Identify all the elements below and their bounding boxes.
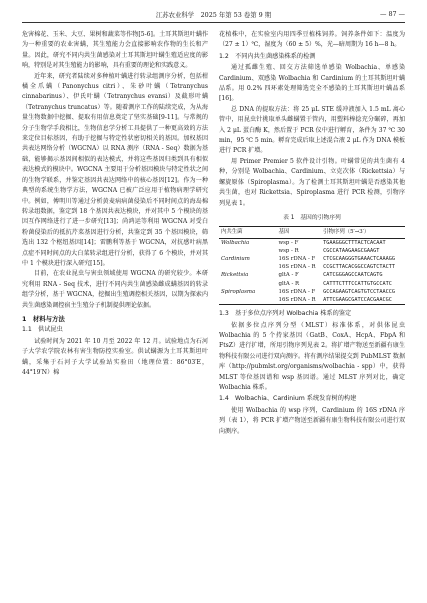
table-row bbox=[219, 296, 405, 305]
table-row bbox=[219, 271, 405, 279]
journal-info: 江苏农业科学 2025 年第 53 卷第 9 期 bbox=[155, 11, 272, 19]
primer-table bbox=[219, 226, 405, 305]
table-cell: CCGCTTACACGGCCAGTCTACTT bbox=[323, 264, 395, 271]
table-cell bbox=[219, 263, 279, 271]
subsection-heading: 1.2 不同内共生菌感染株系的检测 bbox=[219, 52, 316, 60]
subsection-heading: 1.3 基于多位点序列对 Wolbachia 株系的鉴定 bbox=[219, 310, 352, 318]
table-cell bbox=[219, 280, 279, 288]
section-heading: 1 材料与方法 bbox=[22, 314, 65, 323]
page-header bbox=[22, 8, 405, 23]
table-header-row bbox=[219, 227, 405, 238]
table-row bbox=[219, 288, 405, 296]
paragraph: 总 DNA 的提取方法：将 25 μL STE 缓冲液加入 1.5 mL 离心管中，用昆虫针挑取单头雌螨置于管内，用塑料棒捻充分碾碎，再加入 2 μL 蛋白酶 K，然后置于 PCR 仪中进行孵育，条件为 37 ℃ 30 min，95 ℃ 5 min。孵育完成后取上述混合液 2 μL 作为 DNA 模板进行 PCR 扩增。 bbox=[219, 105, 405, 155]
paragraph: 使用 Wolbachia 的 wsp 序列，Cardinium 的 16S rDNA 序列（表 1），将 PCR 扩增产物送至新疆有康生物科技有限公司进行双向测序。 bbox=[219, 406, 405, 435]
table-cell: Rickettsia bbox=[221, 272, 249, 279]
table-cell: CATTTCTTTCCATTGTGCCATC bbox=[323, 280, 392, 287]
paragraph: 依据多位点序列分型（MLST）标准体系，对供体昆虫 Wolbachia 的 5 个持家基因（GatB、CoxA、HcpA、FbpA 和 FtsZ）进行扩增，所用引物序列见表 2。将扩增产物送至新疆有康生物科技有限公司进行双向测序。将有测序结果提交到 PubMLST 数据库（http://pubmlst.org/organisms/wolbachia - spp）中，获得 MLST 等位基因谱和 wsp 基因谱。通过 MLST 序列对比，确定 Wolbachia 株系。 bbox=[219, 321, 405, 391]
table-row bbox=[219, 255, 405, 263]
table-cell bbox=[219, 296, 279, 305]
table-cell: CGCCATAAGAAGCGAAGT bbox=[323, 247, 380, 254]
paragraph: 危害棉花、玉米、大豆、果树和蔬菜等作物[5-6]。土耳其斯坦叶螨作为一种重要的农业害螨，其生殖能力会直接影响农作物的生长和产量。因此，研究不同内共生菌感染对土耳其斯坦叶螨生殖适应度的影响，特别是对其生殖能力的影响，具有重要的理论和实践意义。 bbox=[22, 31, 208, 70]
table-cell: Cardinium bbox=[221, 255, 250, 262]
table-row bbox=[219, 263, 405, 271]
paragraph: 近年来，研究者陆续对多种植叶螨进行转录组测序分析，包括柑橘全爪螨（Panonychus citri）、朱砂叶螨（Tetranychus cinnabarinus）、伊氏叶螨（Tetranychus evansi）及截形叶螨（Tetranychus truncatus）等。随着测序工作的陆续完成，为从海量生物数据中挖掘、提取有用信息奠定了坚实基础[9-11]。与常规的分子生物学手段相比，生物信息学分析工具提供了一种更高效的方法来定位目标基因，有助于挖掘与特定性状密切相关的基因。加权基因共表达网络分析（WGCNA）以 RNA 测序（RNA - Seq）数据为基础，能够揭示基因间相似的表达模式，并将这些基因归类到具有相似表达模式的模块中。WGCNA 主要用于分析基因模块与特定性状之间的生物学联系，并鉴定基因共表达网络中的核心基因[12]。作为一种典型的系统生物学方法，WGCNA 已被广泛应用于植物病理学研究中。例如，傅明川等通过分析黄麦病病菌侵染后不同时间点的海岛棉转录组数据，鉴定到 18 个基因共表达模块，并对其中 5 个模块的基因互作网络进行了进一步研究[13]；尚鸿运等利用 WGCNA 对受白粉菌侵染后的抵抗芹菜基因进行分析，共鉴定到 35 个基因模块，筛选出 132 个枢纽基因[14]；雷鹏利等基于 WGCNA，对抗感叶病黑点症不同时间点的大白菜转录组进行分析，获得了 6 个模块，并对其中 1 个模块进行深入研究[15]。 bbox=[22, 72, 208, 267]
paragraph: 花植株中，在实验室内用四季豆植株饲养。饲养条件如下：温度为（27 ± 1）℃，湿度为（60 ± 5）%，光—暗周期为 16 h—8 h。 bbox=[219, 31, 405, 49]
table-cell: 16S rDNA - F bbox=[278, 288, 316, 295]
table-cell bbox=[219, 247, 279, 255]
column-header: 引物序列（5′→3′） bbox=[323, 227, 405, 238]
paragraph: 用 Primer Premier 5 软件设计引物。叶螨常见的共生菌有 4 种，分别是 Wolbachia、Cardinium、立克次体（Rickettsia）与螺旋原体（Spiroplasma）。为了检测土耳其斯坦叶螨是否感染其他共生菌，也对 Rickettsia、Spiroplasma 进行 PCR 检测，引物序列见表 1。 bbox=[219, 157, 405, 207]
paragraph: 通过孤雌生殖、回交方法筛选单感染 Wolbachia、单感染 Cardinium、双感染 Wolbachia 和 Cardinium 的土耳其斯坦叶螨品系。用 0.2% 四环素处理筛选完全不感染的土耳其斯坦叶螨品系[16]。 bbox=[219, 64, 405, 103]
subsection-heading: 1.4 Wolbachia、Cardinium 系统发育树的构建 bbox=[219, 395, 357, 403]
table-cell: GCCAGAAGTCAGTGTCCTAACCG bbox=[323, 288, 395, 295]
table-cell: Wolbachia bbox=[221, 239, 250, 246]
table-cell: gltA - R bbox=[278, 280, 300, 287]
paragraph: 试验时间为 2021 年 10 月至 2022 年 12 月。试验地点为石河子大学农学院农林有害生物防控实验室。供试螨源为土耳其斯坦叶螨，采集于石河子大学试验站实验田（地理位置：86°03′E，44°19′N）棉 bbox=[22, 337, 208, 376]
table-cell: TGAAGGGCTTTACTCACAAT bbox=[323, 239, 386, 246]
left-column bbox=[22, 30, 208, 378]
table-cell: 16S rDNA - R bbox=[279, 296, 324, 305]
table-cell: CTCGCAAGGGTGAAACTCAAAGG bbox=[323, 255, 395, 262]
table-row bbox=[219, 238, 405, 247]
table-cell: CATCGGGAGCCAATCAGTG bbox=[323, 272, 383, 279]
paragraph: 目前，在农业昆虫与害虫领域使用 WGCNA 的研究较少。本研究利用 RNA - Seq 技术，进行不同内共生菌感染雌成螨基因的转录组学分析，基于 WGCNA，挖掘出生殖调控相关基因，以期为探索内共生菌感染调控宿主生殖分子机制提供理论依据。 bbox=[22, 270, 208, 309]
table-row bbox=[219, 247, 405, 255]
column-header: 内共生菌 bbox=[219, 227, 279, 238]
table-cell: Spiroplasma bbox=[221, 288, 256, 295]
page-number: — 87 — bbox=[380, 10, 405, 18]
table-cell: 16S rDNA - R bbox=[278, 264, 316, 271]
column-header: 基因 bbox=[279, 227, 324, 238]
table-cell: 16S rDNA - F bbox=[278, 255, 316, 262]
table-cell: ATTCGAAGCGATCCACGAACGC bbox=[323, 296, 405, 305]
right-column bbox=[219, 30, 405, 437]
table-cell: gltA - F bbox=[278, 272, 299, 279]
table-cell: wsp - R bbox=[278, 247, 299, 254]
table-cell: wsp - F bbox=[278, 239, 299, 246]
subsection-heading: 1.1 供试昆虫 bbox=[22, 326, 63, 334]
table-row bbox=[219, 280, 405, 288]
table-caption: 表 1 基因的引物序列 bbox=[283, 214, 341, 221]
